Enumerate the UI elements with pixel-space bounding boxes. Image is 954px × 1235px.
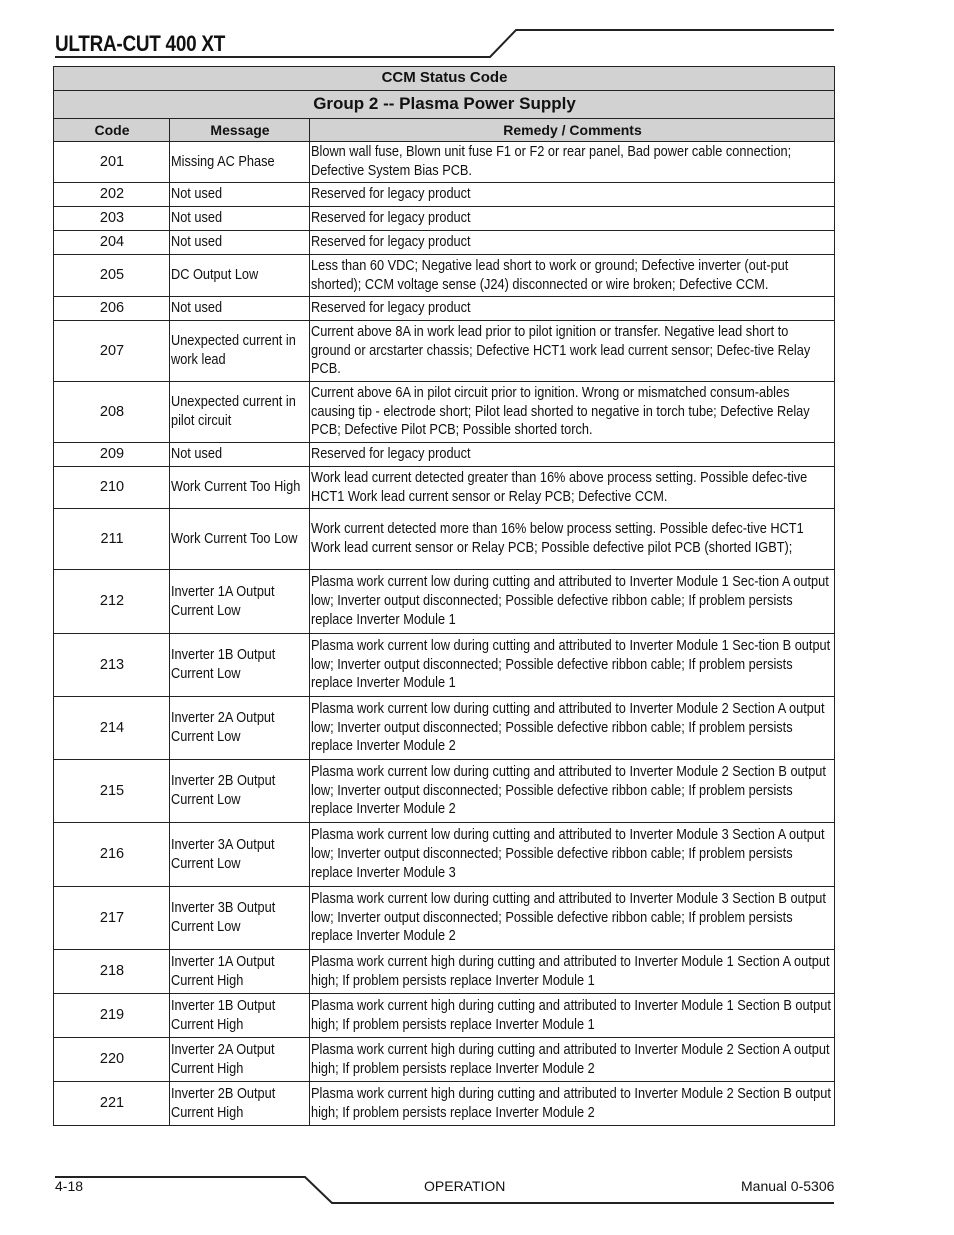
- message-cell: Not used: [170, 297, 310, 321]
- message-cell: Work Current Too Low: [170, 509, 310, 570]
- message-cell: Not used: [170, 231, 310, 255]
- remedy-cell: Reserved for legacy product: [310, 231, 835, 255]
- message-cell: Inverter 1A Output Current Low: [170, 570, 310, 634]
- remedy-cell: Plasma work current low during cutting and attributed to Inverter Module 3 Section A output low; Inverter output disconnected; Possible defective ribbon cable; If problem persists replace Inverter Module 3: [310, 823, 835, 887]
- table-row: [54, 570, 835, 634]
- code-cell: 221: [54, 1082, 170, 1126]
- table-row: [54, 183, 835, 207]
- remedy-cell: Plasma work current low during cutting and attributed to Inverter Module 3 Section B output low; Inverter output disconnected; Possible defective ribbon cable; If problem persists replace Inverter Module 2: [310, 887, 835, 950]
- code-cell: 204: [54, 231, 170, 255]
- message-cell: Not used: [170, 443, 310, 467]
- message-cell: Inverter 1B Output Current High: [170, 994, 310, 1038]
- remedy-cell: Work current detected more than 16% below process setting. Possible defec-tive HCT1 Work lead current sensor or Relay PCB; Possible defective pilot PCB (shorted IGBT);: [310, 509, 835, 570]
- message-cell: Unexpected current in pilot circuit: [170, 382, 310, 443]
- code-cell: 203: [54, 207, 170, 231]
- code-cell: 211: [54, 509, 170, 570]
- code-cell: 212: [54, 570, 170, 634]
- remedy-cell: Reserved for legacy product: [310, 443, 835, 467]
- message-cell: Work Current Too High: [170, 467, 310, 509]
- message-cell: Not used: [170, 183, 310, 207]
- code-cell: 206: [54, 297, 170, 321]
- column-header-code: Code: [54, 119, 170, 142]
- remedy-cell: Blown wall fuse, Blown unit fuse F1 or F2 or rear panel, Bad power cable connection; Defective System Bias PCB.: [310, 142, 835, 183]
- remedy-cell: Plasma work current low during cutting and attributed to Inverter Module 2 Section A output low; Inverter output disconnected; Possible defective ribbon cable; If problem persists replace Inverter Module 2: [310, 697, 835, 760]
- page-number: 4-18: [55, 1178, 84, 1194]
- table-row: [54, 950, 835, 994]
- table-row: [54, 142, 835, 183]
- message-cell: Inverter 1A Output Current High: [170, 950, 310, 994]
- remedy-cell: Plasma work current low during cutting and attributed to Inverter Module 1 Sec-tion B output low; Inverter output disconnected; Possible defective ribbon cable; If problem persists replace Inverter Module 1: [310, 634, 835, 697]
- table-row: [54, 697, 835, 760]
- code-cell: 215: [54, 760, 170, 823]
- code-cell: 213: [54, 634, 170, 697]
- message-cell: Inverter 2A Output Current Low: [170, 697, 310, 760]
- remedy-cell: Plasma work current low during cutting and attributed to Inverter Module 1 Sec-tion A output low; Inverter output disconnected; Possible defective ribbon cable; If problem persists replace Inverter Module 1: [310, 570, 835, 634]
- code-cell: 218: [54, 950, 170, 994]
- remedy-cell: Plasma work current high during cutting and attributed to Inverter Module 1 Section A output high; If problem persists replace Inverter Module 1: [310, 950, 835, 994]
- message-cell: DC Output Low: [170, 255, 310, 297]
- table-title: CCM Status Code: [54, 67, 835, 91]
- column-header-remedy: Remedy / Comments: [310, 119, 835, 142]
- remedy-cell: Current above 8A in work lead prior to pilot ignition or transfer. Negative lead short to ground or arcstarter chassis; Defective HCT1 work lead current sensor; Defec-tive Relay PCB.: [310, 321, 835, 382]
- remedy-cell: Plasma work current high during cutting and attributed to Inverter Module 2 Section A output high; If problem persists replace Inverter Module 2: [310, 1038, 835, 1082]
- code-cell: 216: [54, 823, 170, 887]
- table-row: [54, 994, 835, 1038]
- remedy-cell: Reserved for legacy product: [310, 207, 835, 231]
- table-row: [54, 1038, 835, 1082]
- remedy-cell: Less than 60 VDC; Negative lead short to work or ground; Defective inverter (out-put shorted); CCM voltage sense (J24) disconnected or wire broken; Defective CCM.: [310, 255, 835, 297]
- table-row: [54, 297, 835, 321]
- message-cell: Unexpected current in work lead: [170, 321, 310, 382]
- code-cell: 217: [54, 887, 170, 950]
- message-cell: Inverter 3A Output Current Low: [170, 823, 310, 887]
- table-row: [54, 382, 835, 443]
- code-cell: 220: [54, 1038, 170, 1082]
- remedy-cell: Current above 6A in pilot circuit prior to ignition. Wrong or mismatched consum-ables causing tip - electrode short; Pilot lead shorted to negative in torch tube; Defective Relay PCB; Defective Pilot PCB; Possible shorted torch.: [310, 382, 835, 443]
- remedy-cell: Work lead current detected greater than 16% above process setting. Possible defec-tive HCT1 Work lead current sensor or Relay PCB; Defective CCM.: [310, 467, 835, 509]
- message-cell: Missing AC Phase: [170, 142, 310, 183]
- remedy-cell: Plasma work current high during cutting and attributed to Inverter Module 1 Section B output high; If problem persists replace Inverter Module 1: [310, 994, 835, 1038]
- section-name: OPERATION: [424, 1178, 506, 1194]
- table-row: [54, 509, 835, 570]
- table-row: [54, 760, 835, 823]
- table-row: [54, 321, 835, 382]
- code-cell: 208: [54, 382, 170, 443]
- group-heading: Group 2 -- Plasma Power Supply: [54, 91, 835, 119]
- code-cell: 209: [54, 443, 170, 467]
- code-cell: 205: [54, 255, 170, 297]
- table-row: [54, 823, 835, 887]
- remedy-cell: Reserved for legacy product: [310, 183, 835, 207]
- table-row: [54, 634, 835, 697]
- code-cell: 202: [54, 183, 170, 207]
- table-row: [54, 207, 835, 231]
- table-row: [54, 231, 835, 255]
- message-cell: Inverter 2B Output Current Low: [170, 760, 310, 823]
- code-cell: 201: [54, 142, 170, 183]
- code-cell: 219: [54, 994, 170, 1038]
- table-row: [54, 1082, 835, 1126]
- code-cell: 210: [54, 467, 170, 509]
- remedy-cell: Plasma work current high during cutting and attributed to Inverter Module 2 Section B output high; If problem persists replace Inverter Module 2: [310, 1082, 835, 1126]
- message-cell: Inverter 1B Output Current Low: [170, 634, 310, 697]
- code-cell: 207: [54, 321, 170, 382]
- table-row: [54, 467, 835, 509]
- table-row: [54, 887, 835, 950]
- manual-number: Manual 0-5306: [741, 1178, 835, 1194]
- table-row: [54, 255, 835, 297]
- ccm-status-table: [53, 66, 835, 1126]
- code-cell: 214: [54, 697, 170, 760]
- table-row: [54, 443, 835, 467]
- column-header-message: Message: [170, 119, 310, 142]
- remedy-cell: Plasma work current low during cutting and attributed to Inverter Module 2 Section B output low; Inverter output disconnected; Possible defective ribbon cable; If problem persists replace Inverter Module 2: [310, 760, 835, 823]
- message-cell: Inverter 2A Output Current High: [170, 1038, 310, 1082]
- remedy-cell: Reserved for legacy product: [310, 297, 835, 321]
- message-cell: Inverter 3B Output Current Low: [170, 887, 310, 950]
- document-title: ULTRA-CUT 400 XT: [55, 31, 226, 56]
- message-cell: Inverter 2B Output Current High: [170, 1082, 310, 1126]
- message-cell: Not used: [170, 207, 310, 231]
